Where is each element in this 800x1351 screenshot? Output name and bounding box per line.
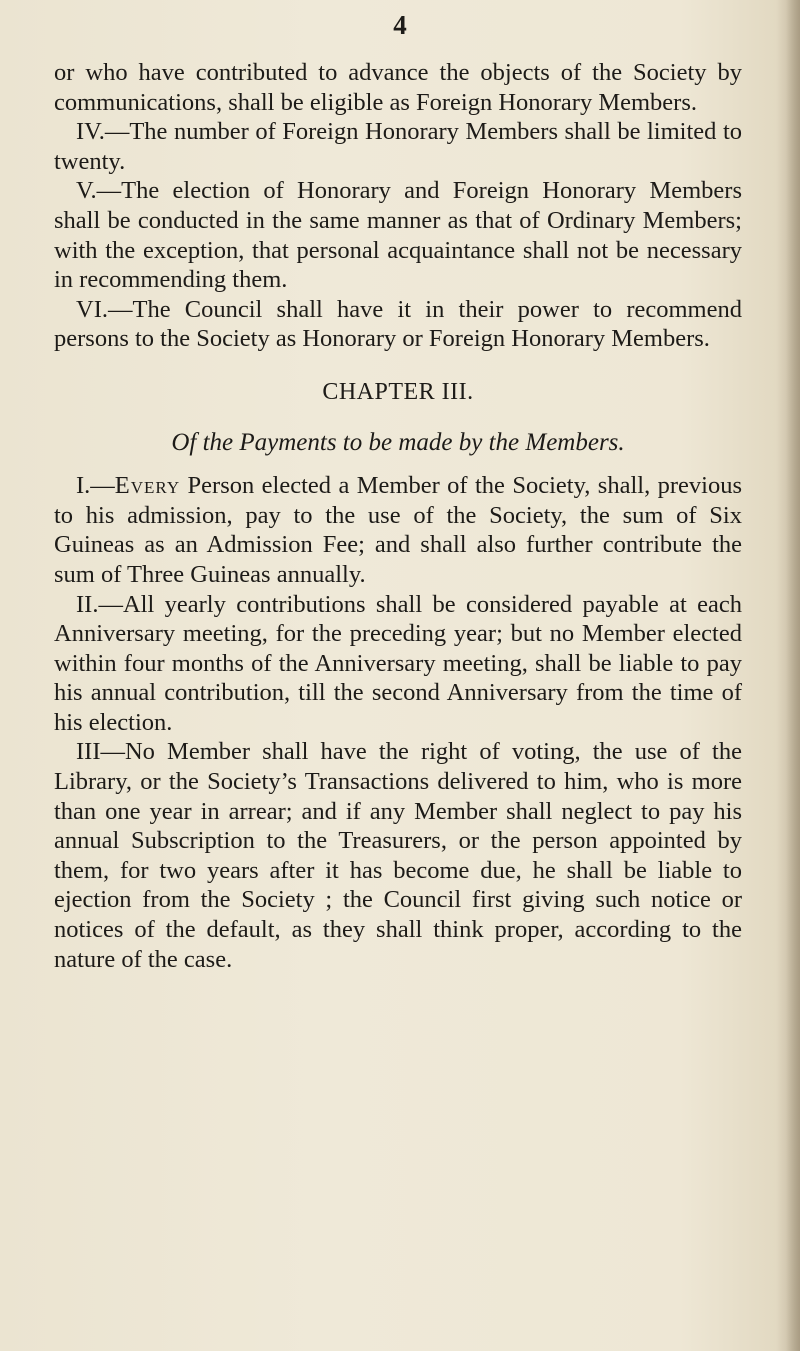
paragraph-chapter3-article-ii: II.—All yearly contributions shall be considered payable at each Anniversary meeting, for the preceding year; but no Member elected within four months of the Anniversary meeting, shall be liable to pay his annual contribution, till the second Anniversary from the time of his election. bbox=[54, 590, 742, 736]
chapter-subtitle: Of the Payments to be made by the Members. bbox=[171, 428, 625, 456]
paragraph-continuation: or who have contributed to advance the objects of the Society by communications, shall be eligible as Foreign Honorary Members. bbox=[54, 59, 742, 116]
page-number: 4 bbox=[393, 10, 407, 40]
article-text: Person elected a Member of the Society, shall, previous to his admission, pay to the use of the Society, the sum of Six Guineas as an Admission Fee; and shall also further contribute the sum of Three Guineas annually. bbox=[54, 472, 742, 588]
paragraph-article-vi: VI.—The Council shall have it in their power to recommend persons to the Society as Honorary or Foreign Honorary Members. bbox=[54, 295, 742, 353]
chapter-heading: CHAPTER III. bbox=[322, 378, 474, 405]
paragraph-article-v: V.—The election of Honorary and Foreign Honorary Members shall be conducted in the same manner as that of Ordinary Members; with the exception, that personal acquaintance shall not be necessary in recommending them. bbox=[54, 177, 742, 294]
paragraph-chapter3-article-iii: III—No Member shall have the right of voting, the use of the Library, or the Society’s Transactions delivered to him, who is more than one year in arrear; and if any Member shall neglect to pay his annual Subscription to the Treasurers, or the person appointed by them, for two years after it has become due, he shall be liable to ejection from the Society ; the Council first giving such notice or notices of the default, as they shall think proper, according to the nature of the case. bbox=[54, 738, 742, 973]
small-caps-word: Every bbox=[114, 472, 181, 500]
page-body bbox=[54, 58, 742, 974]
article-number: I.— bbox=[76, 472, 115, 500]
page-edge-shadow bbox=[786, 0, 800, 1351]
paragraph-chapter3-article-i bbox=[54, 471, 742, 589]
section-spacer bbox=[54, 354, 742, 378]
paragraph-article-iv: IV.—The number of Foreign Honorary Members shall be limited to twenty. bbox=[54, 118, 742, 175]
